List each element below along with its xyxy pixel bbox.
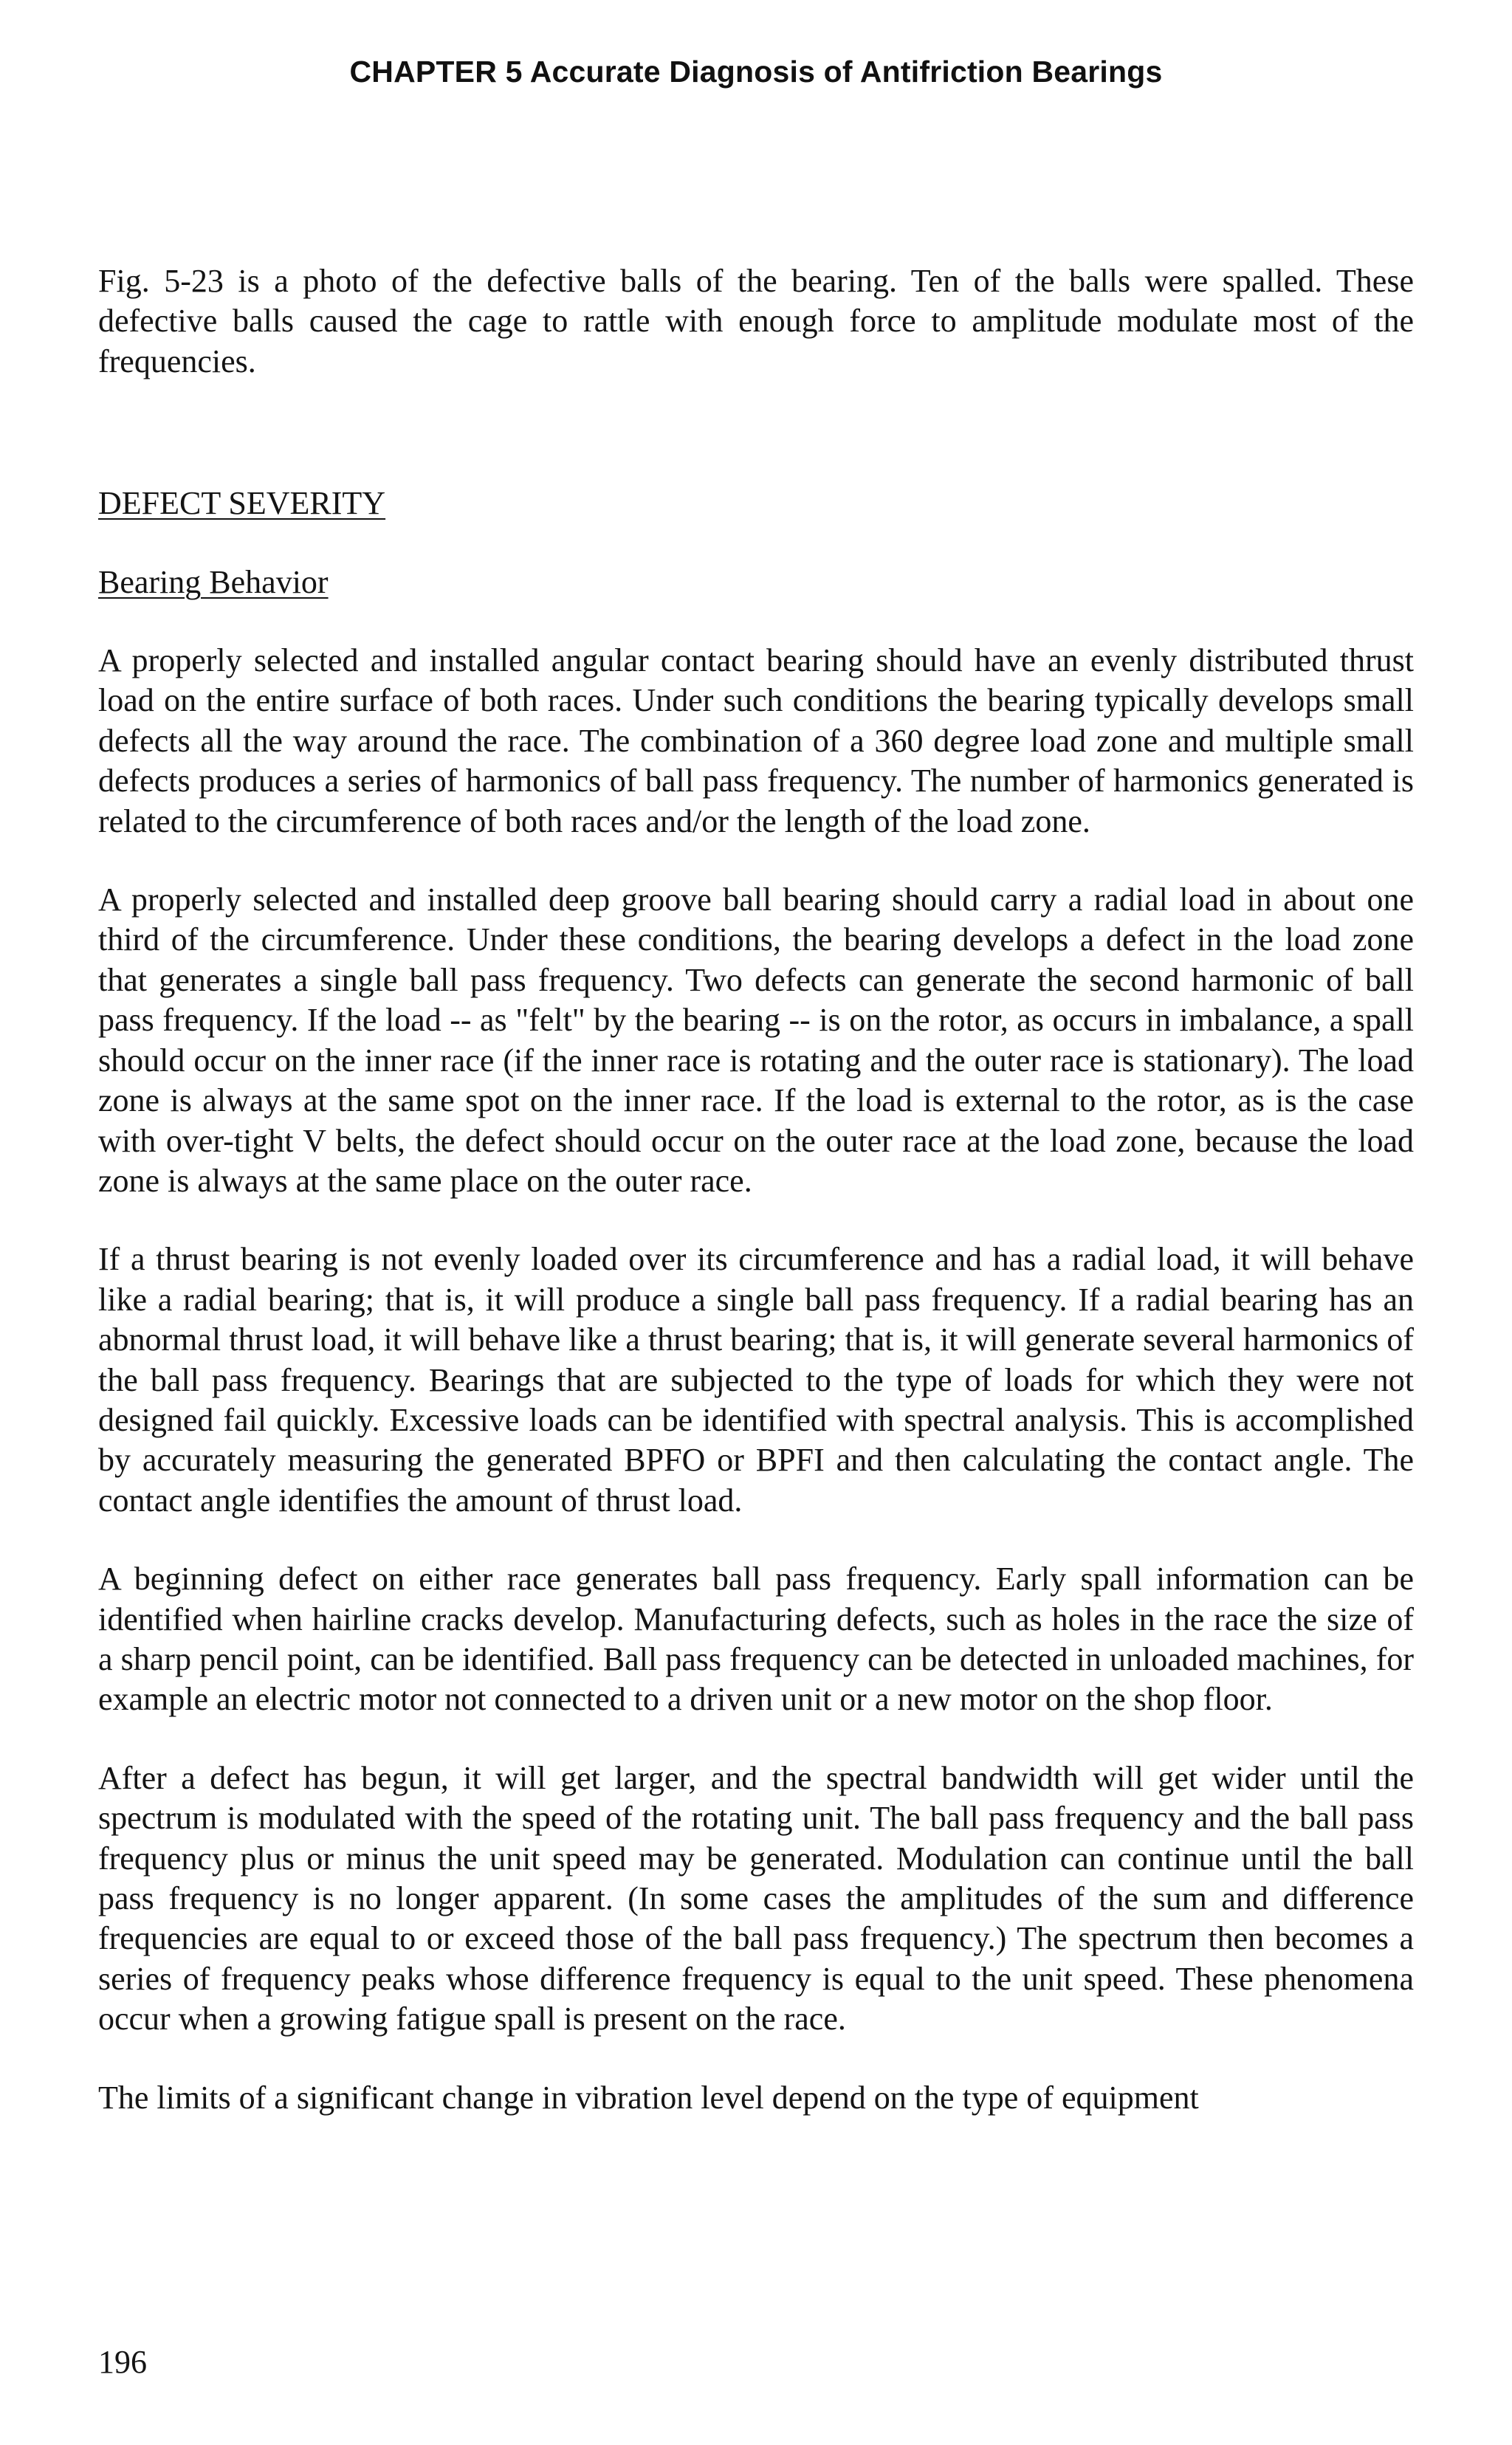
section-heading: DEFECT SEVERITY	[98, 485, 386, 522]
paragraph-deep-groove: A properly selected and installed deep groove ball bearing should carry a radial load in about one third of the circumference. Under these conditions, the bearing develops a defect in the load zone that generates a single ball pass frequency. Two defects can generate the second harmonic of ball pass frequency. If the load -- as "felt" by the bearing -- is on the rotor, as occurs in imbalance, a spall should occur on the inner race (if the inner race is rotating and the outer race is stationary). The load zone is always at the same spot on the inner race. If the load is external to the rotor, as is the case with over-tight V belts, the defect should occur on the outer race at the load zone, because the load zone is always at the same place on the outer race.	[98, 881, 1414, 1199]
paragraph-beginning-defect: A beginning defect on either race generates ball pass frequency. Early spall information can be identified when hairline cracks develop. Manufacturing defects, such as holes in the race the size of a sharp pencil point, can be identified. Ball pass frequency can be detected in unloaded machines, for example an electric motor not connected to a driven unit or a new motor on the shop floor.	[98, 1561, 1414, 1718]
subsection-heading: Bearing Behavior	[98, 563, 329, 600]
paragraph-angular-contact: A properly selected and installed angular contact bearing should have an evenly distributed thrust load on the entire surface of both races. Under such conditions the bearing typically develops small defects all the way around the race. The combination of a 360 degree load zone and multiple small defects produces a series of harmonics of ball pass frequency. The number of harmonics generated is related to the circumference of both races and/or the length of the load zone.	[98, 642, 1414, 839]
running-header: CHAPTER 5 Accurate Diagnosis of Antifriction Bearings	[349, 55, 1163, 89]
paragraph-vibration-limits: The limits of a significant change in vibration level depend on the type of equipment	[98, 2079, 1199, 2116]
page-number: 196	[98, 2344, 147, 2380]
page-body	[98, 261, 1414, 2156]
paragraph-defect-growth: After a defect has begun, it will get larger, and the spectral bandwidth will get wider until the spectrum is modulated with the speed of the rotating unit. The ball pass frequency and the ball pass frequency plus or minus the unit speed may be generated. Modulation can continue until the ball pass frequency is no longer apparent. (In some cases the amplitudes of the sum and difference frequencies are equal to or exceed those of the ball pass frequency.) The spectrum then becomes a series of frequency peaks whose difference frequency is equal to the unit speed. These phenomena occur when a growing fatigue spall is present on the race.	[98, 1759, 1414, 2038]
paragraph-thrust-bearing: If a thrust bearing is not evenly loaded over its circumference and has a radial load, it will behave like a radial bearing; that is, it will produce a single ball pass frequency. If a radial bearing has an abnormal thrust load, it will behave like a thrust bearing; that is, it will generate several harmonics of the ball pass frequency. Bearings that are subjected to the type of loads for which they were not designed fail quickly. Excessive loads can be identified with spectral analysis. This is accomplished by accurately measuring the generated BPFO or BPFI and then calculating the contact angle. The contact angle identifies the amount of thrust load.	[98, 1241, 1414, 1519]
intro-paragraph: Fig. 5-23 is a photo of the defective balls of the bearing. Ten of the balls were spalled. These defective balls caused the cage to rattle with enough force to amplitude modulate most of the frequencies.	[98, 263, 1414, 379]
